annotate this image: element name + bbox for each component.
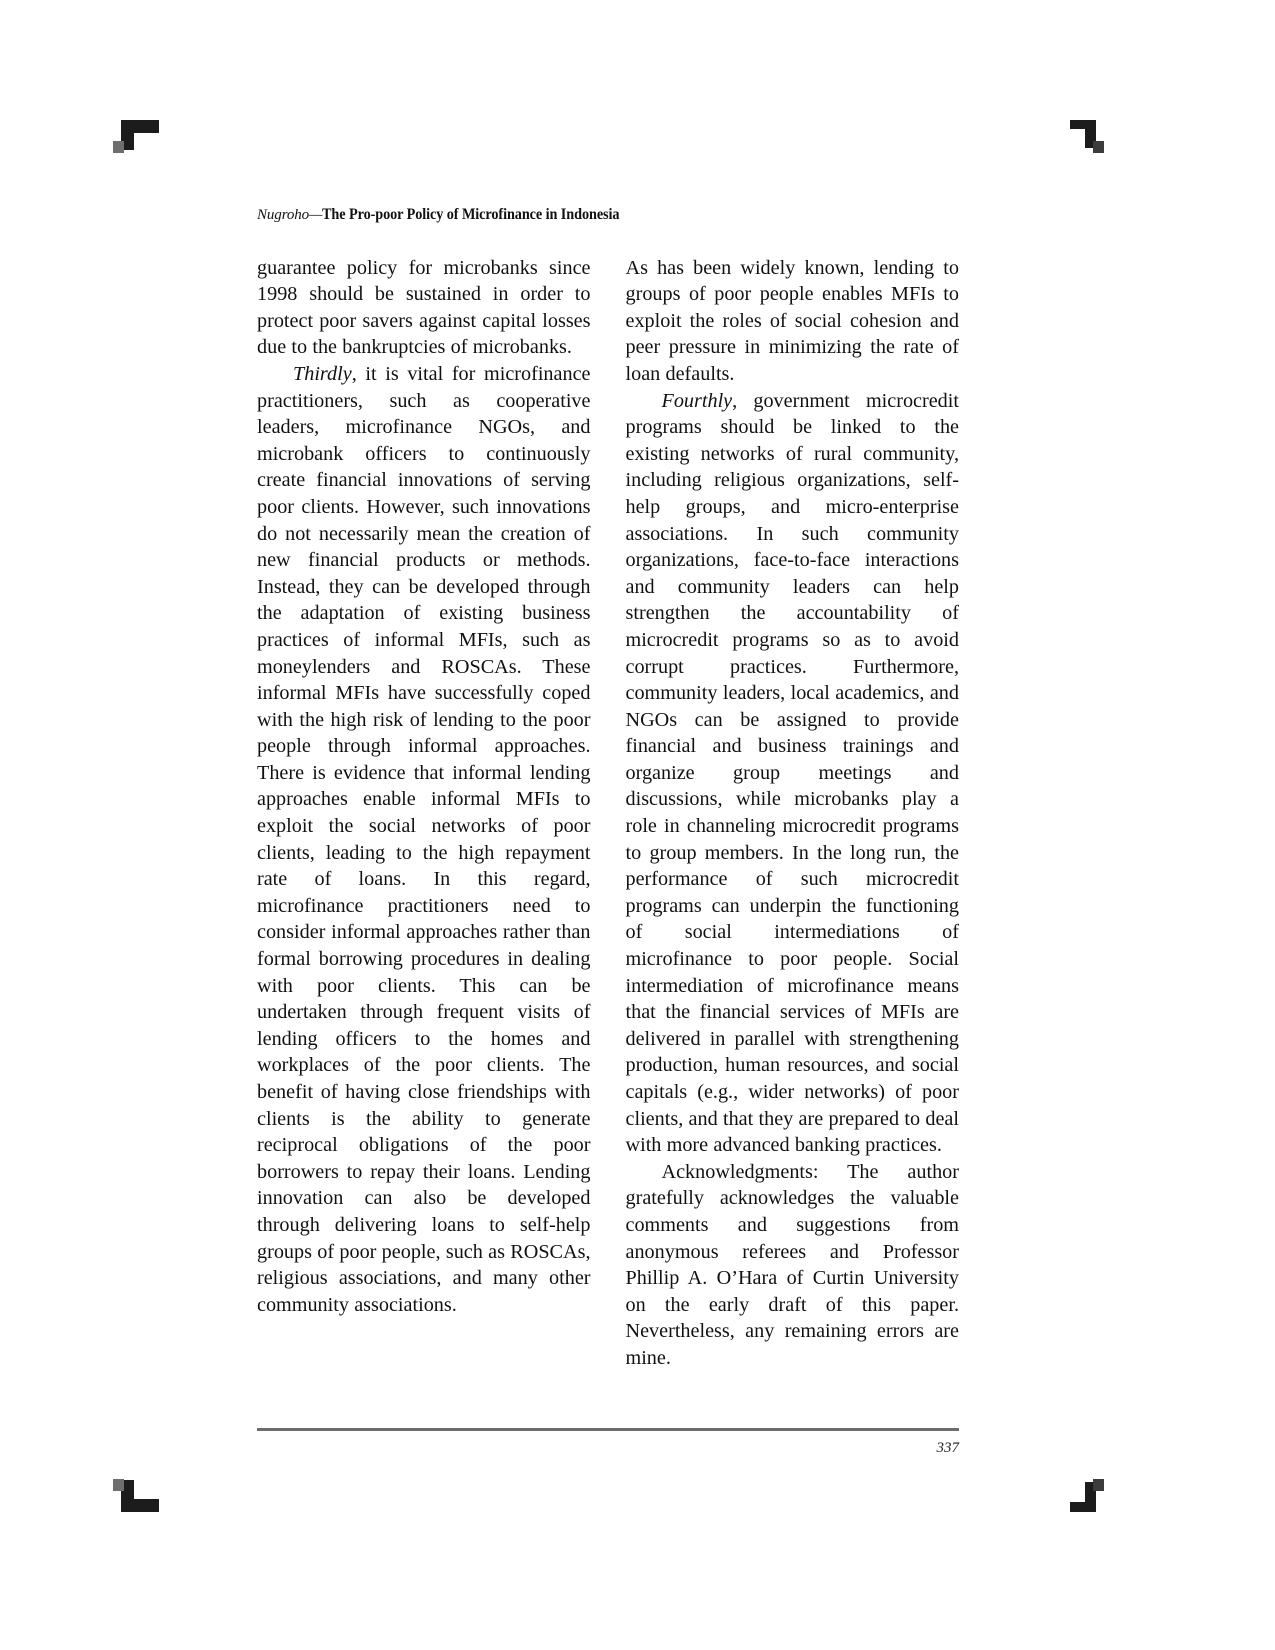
- footer-rule: [257, 1428, 959, 1431]
- crop-mark-top-right: [1058, 120, 1104, 160]
- column-left: [257, 255, 591, 1372]
- paragraph: [626, 388, 960, 1159]
- page-number: 337: [936, 1440, 959, 1456]
- crop-mark-top-left: [113, 120, 159, 160]
- paragraph: [626, 255, 960, 388]
- page-content: [257, 206, 959, 1372]
- paragraph-text: As has been widely known, lending to groups of poor people enables MFIs to exploit the roles of social cohesion and peer pressure in minimizing the rate of loan defaults.: [625, 256, 959, 385]
- paragraph-text: , government microcredit programs should be linked to the existing networks of rural community, including religious organizations, self-help groups, and micro-enterprise associations. In such community organizations, face-to-face interactions and community leaders can help strengthen the accountability of microcredit programs so as to avoid corrupt practices. Furthermore, community leaders, local academics, and NGOs can be assigned to provide financial and business trainings and organize group meetings and discussions, while microbanks play a role in channeling microcredit programs to group members. In the long run, the performance of such microcredit programs can underpin the functioning of social intermediations of microfinance to poor people. Social intermediation of microfinance means that the financial services of MFIs are delivered in parallel with strengthening production, human resources, and social capitals (e.g., wider networks) of poor clients, and that they are prepared to deal with more advanced banking practices.: [625, 389, 959, 1157]
- paragraph-lead-italic: Fourthly: [661, 389, 733, 412]
- running-head-title: The Pro-poor Policy of Microfinance in Indonesia: [322, 206, 620, 223]
- paragraph-text: Acknowledgments: The author gratefully acknowledges the valuable comments and suggestions from anonymous referees and Professor Phillip A. O’Hara of Curtin University on the early draft of this paper. Nevertheless, any remaining errors are mine.: [625, 1160, 959, 1369]
- paragraph: [626, 1159, 960, 1372]
- running-head: [257, 206, 959, 225]
- crop-mark-bottom-right: [1058, 1472, 1104, 1512]
- paragraph: [257, 361, 591, 1318]
- text-columns: [257, 255, 959, 1372]
- paragraph: [257, 255, 591, 361]
- paragraph-lead-italic: Thirdly: [293, 362, 352, 385]
- paragraph-text: , it is vital for microfinance practitioners, such as cooperative leaders, microfinance NGOs, and microbank officers to continuously create financial innovations of serving poor clients. However, such innovations do not necessarily mean the creation of new financial products or methods. Instead, they can be developed through the adaptation of existing business practices of informal MFIs, such as moneylenders and ROSCAs. These informal MFIs have successfully coped with the high risk of lending to the poor people through informal approaches. There is evidence that informal lending approaches enable informal MFIs to exploit the social networks of poor clients, leading to the high repayment rate of loans. In this regard, microfinance practitioners need to consider informal approaches rather than formal borrowing procedures in dealing with poor clients. This can be undertaken through frequent visits of lending officers to the homes and workplaces of the poor clients. The benefit of having close friendships with clients is the ability to generate reciprocal obligations of the poor borrowers to repay their loans. Lending innovation can also be developed through delivering loans to self-help groups of poor people, such as ROSCAs, religious associations, and many other community associations.: [257, 362, 591, 1316]
- crop-mark-bottom-left: [113, 1472, 159, 1512]
- running-head-author: Nugroho—: [257, 207, 323, 223]
- page-footer: [257, 1428, 959, 1457]
- paragraph-text: guarantee policy for microbanks since 1998 should be sustained in order to protect poor savers against capital losses due to the bankruptcies of microbanks.: [257, 256, 591, 359]
- column-right: [626, 255, 960, 1372]
